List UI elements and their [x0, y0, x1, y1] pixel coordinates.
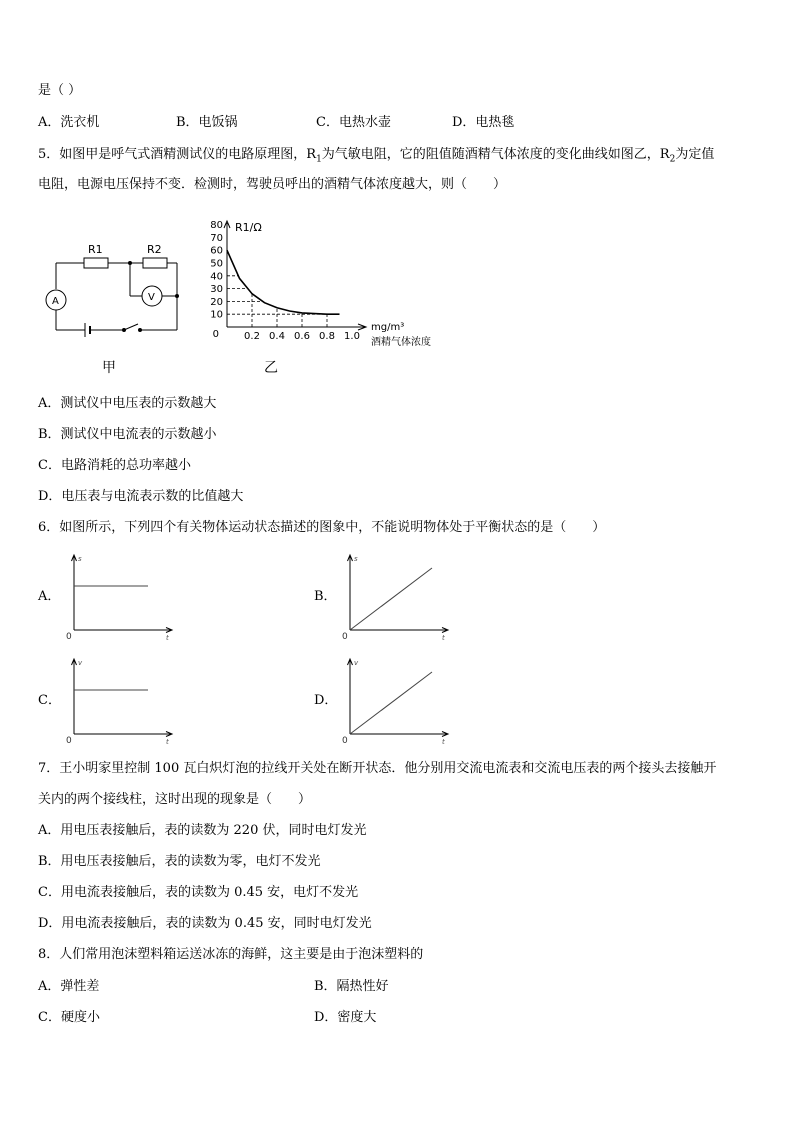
circuit-caption: 甲 — [102, 360, 116, 376]
graph-line — [350, 568, 432, 630]
x-tick-label: 0.2 — [244, 331, 260, 342]
q7-stem-line2: 关内的两个接线柱，这时出现的现象是（ ） — [38, 792, 312, 807]
x-tick-label: 0.8 — [319, 331, 335, 342]
q4-option-b: B．电饭锅 — [176, 115, 238, 130]
q6-letter-d: D． — [314, 693, 338, 708]
origin-label: 0 — [342, 736, 348, 744]
q5-option-b: B．测试仪中电流表的示数越小 — [38, 427, 217, 442]
q7-option-d: D．用电流表接触后，表的读数为 0.45 安，同时电灯发光 — [38, 916, 372, 931]
q7-stem-line1: 7．王小明家里控制 100 瓦白炽灯泡的拉线开关处在断开状态．他分别用交流电流表和交流电压表的两个接头去接触开 — [38, 761, 717, 776]
q5-option-c: C．电路消耗的总功率越小 — [38, 458, 191, 473]
q4-option-a: A．洗衣机 — [38, 115, 100, 130]
label-voltmeter: V — [148, 292, 155, 303]
graph-ylabel: R1/Ω — [235, 221, 262, 234]
label-r1: R1 — [88, 243, 103, 256]
x-axis-label: t — [166, 634, 169, 640]
q6-graph-a — [60, 550, 180, 640]
q8-option-b: B．隔热性好 — [314, 979, 389, 994]
y-tick-label: 50 — [210, 258, 223, 270]
y-axis-label: v — [354, 659, 359, 667]
q7-option-a: A．用电压表接触后，表的读数为 220 伏，同时电灯发光 — [38, 823, 367, 838]
y-tick-label: 80 — [210, 220, 223, 232]
resistor-r1 — [84, 258, 108, 268]
q4-option-c: C．电热水壶 — [316, 115, 391, 130]
q5-stem-line2: 电阻，电源电压保持不变．检测时，驾驶员呼出的酒精气体浓度越大，则（ ） — [38, 177, 507, 192]
q8-option-c: C．硬度小 — [38, 1010, 100, 1025]
x-axis-label: t — [442, 634, 445, 640]
q8-option-a: A．弹性差 — [38, 979, 100, 994]
resistor-r2 — [143, 258, 167, 268]
q4-tail: 是（ ） — [38, 83, 82, 98]
origin-label: 0 — [66, 736, 72, 744]
q6-graph-b — [336, 550, 456, 640]
q7-option-b: B．用电压表接触后，表的读数为零，电灯不发光 — [38, 854, 321, 869]
q6-letter-b: B． — [314, 589, 337, 604]
q4-option-d: D．电热毯 — [452, 115, 515, 130]
q8-stem: 8．人们常用泡沫塑料箱运送冰冻的海鲜，这主要是由于泡沫塑料的 — [38, 947, 424, 962]
graph-xlabel: 酒精气体浓度 — [371, 337, 431, 348]
y-tick-label: 30 — [210, 284, 223, 296]
x-axis-label: t — [166, 738, 169, 744]
q5-resistance-graph — [205, 215, 465, 350]
q6-stem: 6．如图所示，下列四个有关物体运动状态描述的图象中，不能说明物体处于平衡状态的是（ ） — [38, 520, 606, 535]
y-tick-label: 10 — [210, 309, 223, 321]
y-axis-label: s — [354, 555, 358, 563]
q6-graph-c — [60, 654, 180, 744]
label-ammeter: A — [52, 296, 59, 307]
q6-letter-a: A． — [38, 589, 61, 604]
graph-xunit: mg/m³ — [371, 322, 405, 333]
q5-option-d: D．电压表与电流表示数的比值越大 — [38, 489, 244, 504]
q5-option-a: A．测试仪中电压表的示数越大 — [38, 396, 217, 411]
graph-caption: 乙 — [264, 360, 278, 376]
q5-stem-line1: 5．如图甲是呼气式酒精测试仪的电路原理图，$R_1$为气敏电阻，它的阻值随酒精气体浓度的变化曲线如图乙，$R_2$为定值 — [38, 147, 715, 165]
x-tick-label: 1.0 — [344, 331, 360, 342]
origin-label: 0 — [342, 632, 348, 640]
y-axis-label: s — [78, 555, 82, 563]
label-r2: R2 — [147, 243, 162, 256]
q5-circuit-diagram — [40, 235, 190, 345]
graph-line — [350, 672, 432, 734]
y-tick-label: 40 — [210, 271, 223, 283]
x-axis-label: t — [442, 738, 445, 744]
q7-option-c: C．用电流表接触后，表的读数为 0.45 安，电灯不发光 — [38, 885, 359, 900]
q6-letter-c: C． — [38, 693, 61, 708]
resistance-curve — [227, 250, 340, 314]
origin-label: 0 — [66, 632, 72, 640]
q6-graph-d — [336, 654, 456, 744]
x-tick-label: 0.4 — [269, 331, 285, 342]
y-tick-label: 60 — [210, 245, 223, 257]
x-tick-label: 0.6 — [294, 331, 310, 342]
y-tick-label: 70 — [210, 232, 223, 244]
y-axis-label: v — [78, 659, 83, 667]
q8-option-d: D．密度大 — [314, 1010, 377, 1025]
y-tick-label: 20 — [210, 296, 223, 308]
y-tick-label: 0 — [212, 329, 219, 340]
